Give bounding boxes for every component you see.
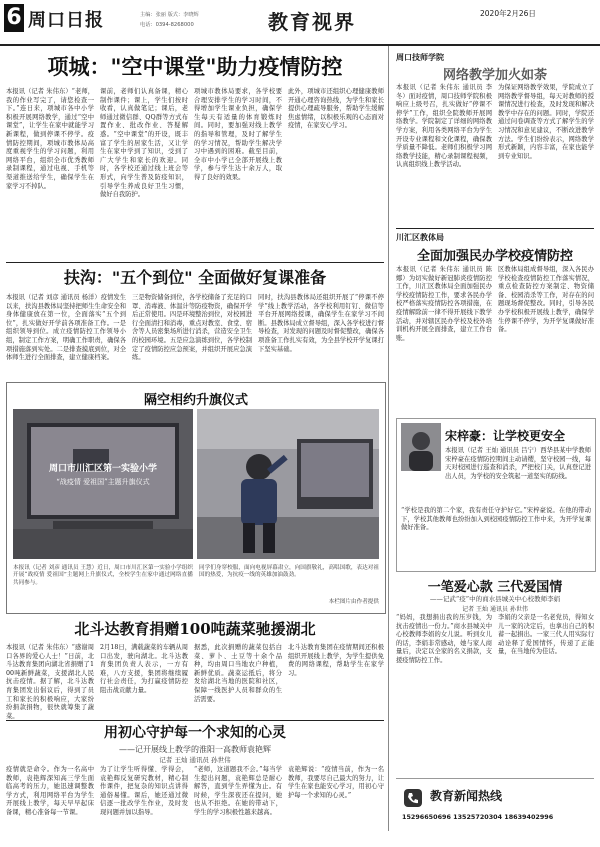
divider: [6, 720, 384, 721]
column-divider: [388, 46, 389, 831]
saluting-child-illustration: [197, 409, 379, 559]
bureau-col-2: 区教体局组成督导组，深入各民办学校检查疫情防控工作落实情况，重点检查防控方案制定、物资储备、校园消杀等工作，对存在的问题现场督促整改。同时，引导各民办学校积极开展线上教学，确保学生停课不停学，为开学复课做好准备。: [498, 266, 594, 334]
beidou-col-2: 2月18日，满载蔬菜的车辆从周口出发，驶向湖北。北斗达教育集团负责人表示，一方有难，八方支援，集团将继续履行社会责任，为打赢疫情防控阻击战贡献力量。: [100, 644, 188, 694]
ceremony-caption-right: 同学们身穿校服，面向电视屏幕肃立，向国旗敬礼，高唱国歌，表达对祖国的热爱，为抗疫一线的英雄加油鼓劲。: [199, 565, 379, 579]
portrait-illustration: [401, 423, 441, 471]
bureau-col-1: 本报讯（记者 朱伟东 通讯员 陈娜）为切实做好新冠肺炎疫情防控工作，川汇区教体局全面加强民办学校疫情防控工作，要求各民办学校严格落实疫情防控各项措施，在疫情解除前一律不得开展线下教学活动，并对辖区民办学校及校外培训机构开展全面排查，建立工作台账。: [396, 266, 492, 342]
song-col-2: “学校是我的第二个家，我有责任守护好它。”宋梓豪说。在他的带动下，学校其他教师也纷纷加入到校园疫情防控工作中来，为开学复课做好准备。: [401, 507, 591, 532]
charity-subtitle: ——记武“疫”中的商水县城关中心校教师李娟: [429, 595, 561, 603]
divider: [6, 262, 384, 263]
hotline-numbers: 15296650696 13525720304 18639402996: [402, 813, 554, 821]
charity-headline: 一笔爱心款 三代爱国情: [427, 580, 563, 595]
ceremony-box: [6, 382, 386, 614]
tv-screen-line-2: “战疫情 爱祖国”主题升旗仪式: [56, 478, 150, 486]
lead-col-2: 课前，老师们认真备课，精心制作课件；课上，学生们按时收看，认真做笔记；课后，老师通过微信群、QQ群等方式布置作业、批改作业、答疑解惑。“空中课堂”的开设，既丰富了学生的居家生活，又让学生在家中学到了知识，受到了广大学生和家长的欢迎。同时，各学校还通过线上班会等形式，向学生普及防疫知识，引导学生养成良好卫生习惯，做好自我防护。: [100, 88, 188, 199]
section-title: 教育视界: [268, 10, 356, 34]
bureau-label: 川汇区教体局: [396, 232, 444, 242]
lead-col-4: 此外，项城市还组织心理健康教师开通心理咨询热线，为学生和家长提供心理疏导服务，帮助学生缓解焦虑情绪，以积极乐观的心态面对疫情，在家安心学习。: [288, 88, 384, 130]
college-col-2: 为保证网络教学效果，学院成立了网络教学督导组，每天对教师的授课情况进行检查，及时发现和解决教学中存在的问题。同时，学院还通过问卷调查等方式了解学生的学习情况和意见建议，不断改进教学方法。学生们纷纷表示，网络教学形式新颖，内容丰富，在家也能学到专业知识。: [498, 84, 594, 160]
song-headline: 宋梓豪：让学校更安全: [445, 429, 566, 443]
ceremony-caption-left: 本报讯（记者 刘彦 通讯员 王慧）近日，周口市川汇区第一实验小学组织开展“战疫情 爱祖国”主题网上升旗仪式，全校学生在家中通过网络直播共同参与。: [13, 565, 193, 586]
teacher-byline: 记者 王灿 通讯员 孙世伟: [159, 756, 231, 764]
charity-col-1: “妈妈，我想捐出我的压岁钱，为抗击疫情出一份力。”商水县城关中心校教师李娟的女儿说。听到女儿的话，李娟非常感动，她与家人商量后，决定以全家的名义捐款，支援疫情防控工作。: [396, 614, 492, 664]
hotline-title: 教育新闻热线: [430, 789, 503, 803]
tv-screen-line-1: 周口市川汇区第一实验小学: [48, 464, 157, 474]
ceremony-photo-left: [13, 409, 193, 559]
college-col-1: 本报讯（记者 朱伟东 通讯员 李冬）面对疫情，周口技师学院积极响应上级号召，扎实做好“停课不停学”工作，组织全院教师开展网络教学。学院制定了详细的网络教学方案，利用各类网络平台为学生开设专业课程和文化课程，确保教学质量不降低。老师们积极学习网络教学技能，精心录制课程视频，认真组织线上教学活动。: [396, 84, 492, 169]
teacher-col-1: 疫情就是命令。作为一名高中教师，袁艳辉深知高三学生面临高考的压力，她迅速调整教学方式，利用网络平台为学生开展线上教学，每天早早起床备课，精心准备每一节课。: [6, 766, 94, 816]
phone-info: 电话：0394-8268000: [140, 22, 194, 28]
beidou-col-1: 本报讯（记者 朱伟东）“感谢周口各界的爱心人士！”日前，北斗达教育集团向湖北省捐赠了100吨新鲜蔬菜，支援湖北人民抗击疫情。据了解，北斗达教育集团发出倡议后，得到了员工和家长的积极响应，大家纷纷捐款捐物，很快就筹集了蔬菜。: [6, 644, 94, 720]
song-col-1: 本报讯（记者 王灿 通讯员 吕宁）西华县某中学教师宋梓豪在疫情防控期间主动请缨，坚守校园一线，每天对校园进行巡查和消杀，严把校门关，认真登记进出人员，为学校的安全筑起一道坚实的防线。: [445, 447, 591, 480]
masthead: [0, 0, 600, 46]
teacher-portrait: [401, 423, 441, 471]
lead-headline: 项城："空中课堂"助力疫情防控: [47, 54, 343, 79]
fugou-col-1: 本报讯（记者 刘彦 通讯员 杨洋）疫情发生以来，扶沟县教体局坚持把师生生命安全和身体健康放在第一位，全面落实“五个到位”，扎实做好开学前各项准备工作。一是组织领导到位。成立疫情防控工作领导小组，制定工作方案，明确工作职责，确保各项措施落到实处。二是排查摸底到位，对全体师生进行全面排查，建立健康档案。: [6, 294, 126, 362]
beidou-col-3: 据悉，此次捐赠的蔬菜包括白菜、萝卜、土豆等十余个品种，均由周口当地农户种植，新鲜优质。蔬菜运抵后，将分发给湖北当地的医院和社区，保障一线医护人员和群众的生活需要。: [194, 644, 282, 703]
teacher-col-2: 为了让学生听得懂、学得会，袁艳辉反复研究教材，精心制作课件，把复杂的知识点讲得通俗易懂。课后，她还通过微信逐一批改学生作业，及时发现问题并加以指导。: [100, 766, 188, 816]
fugou-col-2: 三是物资储备到位，各学校储备了充足的口罩、消毒液、体温计等防疫物资，确保开学后正常使用。四是环境整治到位，对校园进行全面清扫和消毒，重点对教室、食堂、宿舍等人员密集场所进行消杀，营造安全卫生的校园环境。五是应急演练到位，各学校制定了疫情防控应急预案，并组织开展应急演练。: [132, 294, 252, 362]
fugou-col-3: 同时，扶沟县教体局还组织开展了“停课不停学”线上教学活动，各学校利用钉钉、微信等平台开展网络授课，确保学生在家学习不间断。县教体局成立督导组，深入各学校进行督导检查，对发现的问题及时督促整改，确保各项准备工作扎实有效，为全县学校开学复课打下坚实基础。: [258, 294, 384, 353]
college-headline: 网络教学加火如荼: [442, 68, 547, 83]
fugou-headline: 扶沟："五个到位" 全面做好复课准备: [63, 268, 327, 287]
charity-col-2: 李娟的父亲是一名老党员，得知女儿一家的决定后，也拿出自己的积蓄一起捐出。一家三代人用实际行动诠释了爱国情怀，传递了正能量，在当地传为佳话。: [498, 614, 594, 656]
teacher-col-3: “老师，这道题我不会。”每当学生提出问题，袁艳辉总是耐心解答，直到学生弄懂为止。有时候，学生深夜还在提问，她也从不拒绝。在她的带动下，学生的学习积极性越来越高。: [194, 766, 282, 816]
editor-info: 主编：张丽 版式：李晓辉: [140, 12, 199, 18]
paper-name: 周口日报: [28, 10, 104, 31]
teacher-col-4: 袁艳辉说：“疫情当前，作为一名教师，我要尽自己最大的努力，让学生在家也能安心学习，用初心守护每一个求知的心灵。”: [288, 766, 384, 799]
charity-byline: 记者 王灿 通讯员 孙世伟: [462, 606, 528, 613]
college-label: 周口技师学院: [396, 52, 444, 62]
page-number: 6: [4, 4, 24, 32]
hotline-box: [396, 778, 594, 831]
ceremony-title: 隔空相约升旗仪式: [143, 393, 248, 408]
divider: [396, 228, 594, 229]
beidou-headline: 北斗达教育捐赠100吨蔬菜驰援湖北: [74, 620, 316, 638]
beidou-col-4: 北斗达教育集团在疫情期间还积极组织开展线上教学，为学生提供免费的网络课程，帮助学生在家学习。: [288, 644, 384, 677]
lead-col-3: 项城市教体局要求，各学校要合理安排学生的学习时间，不得增加学生课业负担，确保学生每天有适量的体育锻炼时间。同时，要加强对线上教学的指导和管理，及时了解学生的学习情况，帮助学生解决学习中遇到的困难。截至目前，全市中小学已全部开展线上教学，参与学生达十余万人，取得了良好的效果。: [194, 88, 282, 181]
bureau-headline: 全面加强民办学校疫情防控: [416, 249, 573, 264]
teacher-headline: 用初心守护每一个求知的心灵: [104, 725, 286, 741]
photo-credit: 本栏图片由作者提供: [328, 599, 379, 605]
song-box: [396, 418, 596, 572]
teacher-subtitle: ——记开展线上教学的淮阳一高教师袁艳辉: [119, 745, 271, 754]
lead-col-1: 本报讯（记者 朱伟东）“老师，我的作业写完了，请您检查一下。”连日来，项城市各中小学积极开展网络教学，通过“空中课堂”，让学生在家中就能学习新课程，做到停课不停学。疫情防控期间，项城市教体局高度重视学生的学习问题，利用网络平台，组织全市优秀教师录制课程，通过电视、手机等渠道推送给学生，确保学生在家学习不掉队。: [6, 88, 94, 190]
phone-icon: [402, 787, 424, 809]
issue-date: 2020年2月26日: [480, 9, 536, 18]
ceremony-photo-right: [197, 409, 379, 559]
